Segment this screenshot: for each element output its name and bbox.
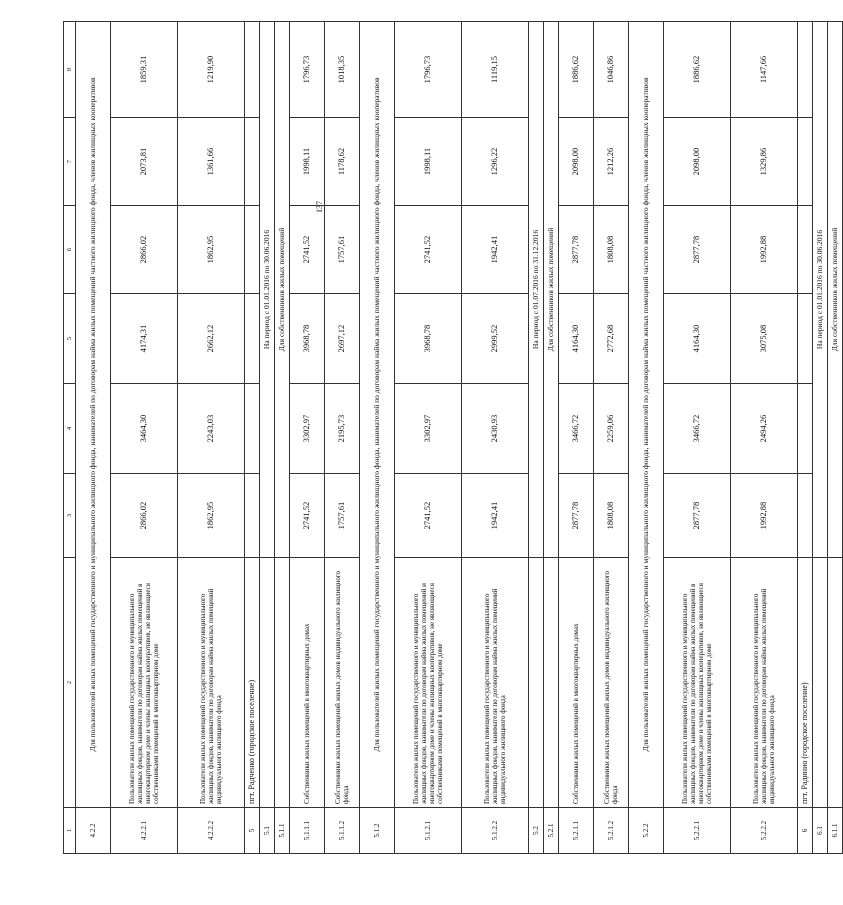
row-description: Пользователи жилых помещений государственного и муниципального жилищных фондов, наниматели по договорам найма жилых помещений индивидуального жилищного фонда [178, 558, 245, 808]
table-row [290, 22, 325, 854]
empty-cell [245, 22, 260, 118]
row-code: 5.2 [529, 808, 544, 854]
tariff-value: 1212,26 [594, 118, 629, 206]
row-description: Собственники жилых помещений жилых домов индивидуального жилищного фонда [594, 558, 629, 808]
tariff-value: 4174,31 [111, 294, 178, 384]
row-code: 5.1.1 [275, 808, 290, 854]
empty-cell [813, 558, 828, 808]
row-code: 5.2.1 [544, 808, 559, 854]
tariff-value: 1329,86 [731, 118, 798, 206]
table-row [559, 22, 594, 854]
tariff-value: 1361,66 [178, 118, 245, 206]
column-number: 4 [64, 384, 76, 474]
empty-cell [798, 384, 813, 474]
tariff-table [63, 21, 843, 854]
settlement-row [245, 22, 260, 854]
tariff-value: 2259,06 [594, 384, 629, 474]
tariff-value: 2098,00 [559, 118, 594, 206]
section-row [629, 22, 664, 854]
settlement-row [798, 22, 813, 854]
row-code: 5.1 [260, 808, 275, 854]
empty-cell [529, 558, 544, 808]
column-number: 5 [64, 294, 76, 384]
section-heading: Для пользователей жилых помещений государственного и муниципального жилищного фонда, нанимателей по договорам найма жилых помещений частного жилищного фонда, членов жилищных кооперативов [76, 22, 111, 808]
column-number: 8 [64, 22, 76, 118]
row-description: Собственники жилых помещений в многоквартирных домах [290, 558, 325, 808]
tariff-value: 2243,03 [178, 384, 245, 474]
tariff-value: 2697,12 [325, 294, 360, 384]
tariff-value: 3968,78 [290, 294, 325, 384]
tariff-value: 2662,12 [178, 294, 245, 384]
row-code: 4.2.2 [76, 808, 111, 854]
tariff-value: 1862,95 [178, 474, 245, 558]
period-row [544, 22, 559, 854]
period-heading: Для собственников жилых помещений [275, 22, 290, 558]
tariff-value: 1296,22 [462, 118, 529, 206]
row-code: 5.1.2 [360, 808, 395, 854]
period-heading: На период с 01.01.2016 по 30.06.2016 [813, 22, 828, 558]
tariff-value: 2741,52 [395, 206, 462, 294]
page-number: 137 [315, 201, 324, 213]
tariff-value: 1119,15 [462, 22, 529, 118]
period-heading: Для собственников жилых помещений [828, 22, 843, 558]
empty-cell [245, 206, 260, 294]
tariff-value: 4164,30 [664, 294, 731, 384]
row-code: 6.1.1 [828, 808, 843, 854]
period-row [275, 22, 290, 854]
row-description: Пользователи жилых помещений государственного и муниципального жилищных фондов, наниматели по договорам найма жилых помещений в многоквартирном доме и члены жилищных кооперативов, не являющиеся собственниками помещений в многоквартирном доме [111, 558, 178, 808]
tariff-value: 3302,97 [290, 384, 325, 474]
period-row [828, 22, 843, 854]
column-number: 6 [64, 206, 76, 294]
tariff-value: 2098,00 [664, 118, 731, 206]
section-heading: Для пользователей жилых помещений государственного и муниципального жилищного фонда, нанимателей по договорам найма жилых помещений частного жилищного фонда, членов жилищных кооперативов [360, 22, 395, 808]
period-heading: На период с 01.07.2016 по 31.12.2016 [529, 22, 544, 558]
row-description: Собственники жилых помещений жилых домов индивидуального жилищного фонда [325, 558, 360, 808]
empty-cell [798, 294, 813, 384]
tariff-value: 1808,08 [594, 206, 629, 294]
tariff-value: 1942,41 [462, 206, 529, 294]
settlement-name: пгт. Радинио (городское поселение) [798, 558, 813, 808]
tariff-value: 3466,72 [559, 384, 594, 474]
empty-cell [275, 558, 290, 808]
period-heading: На период с 01.01.2016 по 30.06.2016 [260, 22, 275, 558]
section-row [360, 22, 395, 854]
tariff-value: 1862,95 [178, 206, 245, 294]
column-number: 3 [64, 474, 76, 558]
tariff-value: 2494,26 [731, 384, 798, 474]
section-row [76, 22, 111, 854]
tariff-value: 2866,02 [111, 206, 178, 294]
table-row [111, 22, 178, 854]
table-row [731, 22, 798, 854]
settlement-name: пгт. Радченко (городское поселение) [245, 558, 260, 808]
tariff-value: 2741,52 [290, 474, 325, 558]
empty-cell [245, 294, 260, 384]
tariff-value: 2741,52 [290, 206, 325, 294]
tariff-value: 1886,62 [664, 22, 731, 118]
empty-cell [245, 118, 260, 206]
tariff-value: 1757,61 [325, 474, 360, 558]
empty-cell [828, 558, 843, 808]
tariff-value: 1796,73 [395, 22, 462, 118]
tariff-value: 2877,78 [559, 474, 594, 558]
row-code: 5.2.1.2 [594, 808, 629, 854]
tariff-value: 2877,78 [664, 206, 731, 294]
empty-cell [245, 384, 260, 474]
row-description: Пользователи жилых помещений государственного и муниципального жилищных фондов, наниматели по договорам найма жилых помещений индивидуального жилищного фонда [462, 558, 529, 808]
tariff-value: 2877,78 [664, 474, 731, 558]
row-code: 5.1.2.1 [395, 808, 462, 854]
row-description: Пользователи жилых помещений государственного и муниципального жилищных фондов, наниматели по договорам найма жилых помещений и многоквартирном доме и члены жилищных кооперативов, не являющиеся собственниками помещений в многоквартирном доме [395, 558, 462, 808]
row-code: 4.2.2.2 [178, 808, 245, 854]
row-code: 6.1 [813, 808, 828, 854]
tariff-value: 2073,81 [111, 118, 178, 206]
tariff-value: 1219,90 [178, 22, 245, 118]
empty-cell [798, 206, 813, 294]
tariff-value: 2877,78 [559, 206, 594, 294]
tariff-value: 3466,72 [664, 384, 731, 474]
tariff-value: 2741,52 [395, 474, 462, 558]
tariff-value: 1998,11 [290, 118, 325, 206]
table-row [664, 22, 731, 854]
tariff-value: 3968,78 [395, 294, 462, 384]
column-number: 7 [64, 118, 76, 206]
tariff-value: 1178,62 [325, 118, 360, 206]
row-code: 6 [798, 808, 813, 854]
empty-cell [798, 118, 813, 206]
tariff-value: 3075,08 [731, 294, 798, 384]
row-code: 5.2.2.1 [664, 808, 731, 854]
row-description: Собственники жилых помещений в многоквартирных домах [559, 558, 594, 808]
tariff-value: 2866,02 [111, 474, 178, 558]
tariff-value: 1992,88 [731, 474, 798, 558]
rotated-table-page [63, 22, 839, 854]
tariff-value: 2999,52 [462, 294, 529, 384]
tariff-value: 1942,41 [462, 474, 529, 558]
empty-cell [798, 474, 813, 558]
column-number-row [64, 22, 76, 854]
tariff-value: 1147,66 [731, 22, 798, 118]
tariff-value: 1998,11 [395, 118, 462, 206]
row-description: Пользователи жилых помещений государственного и муниципального жилищных фондов, наниматели по договорам найма жилых помещений индивидуального жилищного фонда [731, 558, 798, 808]
row-code: 5.2.1.1 [559, 808, 594, 854]
row-code: 5.2.2.2 [731, 808, 798, 854]
row-description: Пользователи жилых помещений государственного и муниципального жилищных фондов, наниматели по договорам найма жилых помещений в многоквартирном доме и члены жилищных кооперативов, не являющиеся собственниками помещений в многоквартирном доме [664, 558, 731, 808]
row-code: 4.2.2.1 [111, 808, 178, 854]
empty-cell [245, 474, 260, 558]
tariff-value: 3302,97 [395, 384, 462, 474]
tariff-value: 2772,68 [594, 294, 629, 384]
tariff-value: 2195,73 [325, 384, 360, 474]
period-heading: Для собственников жилых помещений [544, 22, 559, 558]
table-row [594, 22, 629, 854]
section-heading: Для пользователей жилых помещений государственного и муниципального жилищного фонда, нанимателей по договорам найма жилых помещений частного жилищного фонда, членов жилищных кооперативов [629, 22, 664, 808]
row-code: 5.2.2 [629, 808, 664, 854]
tariff-value: 1018,35 [325, 22, 360, 118]
tariff-value: 1796,73 [290, 22, 325, 118]
tariff-value: 1886,62 [559, 22, 594, 118]
period-row [260, 22, 275, 854]
tariff-value: 1859,31 [111, 22, 178, 118]
period-row [813, 22, 828, 854]
tariff-value: 2430,93 [462, 384, 529, 474]
tariff-value: 1757,61 [325, 206, 360, 294]
table-row [395, 22, 462, 854]
table-row [325, 22, 360, 854]
tariff-value: 4164,30 [559, 294, 594, 384]
row-code: 5.1.1.1 [290, 808, 325, 854]
empty-cell [260, 558, 275, 808]
empty-cell [798, 22, 813, 118]
row-code: 5.1.1.2 [325, 808, 360, 854]
table-row [462, 22, 529, 854]
tariff-value: 1992,88 [731, 206, 798, 294]
tariff-value: 3464,30 [111, 384, 178, 474]
tariff-value: 1808,08 [594, 474, 629, 558]
tariff-value: 1046,86 [594, 22, 629, 118]
column-number: 1 [64, 808, 76, 854]
row-code: 5.1.2.2 [462, 808, 529, 854]
row-code: 5 [245, 808, 260, 854]
column-number: 2 [64, 558, 76, 808]
table-row [178, 22, 245, 854]
empty-cell [544, 558, 559, 808]
period-row [529, 22, 544, 854]
